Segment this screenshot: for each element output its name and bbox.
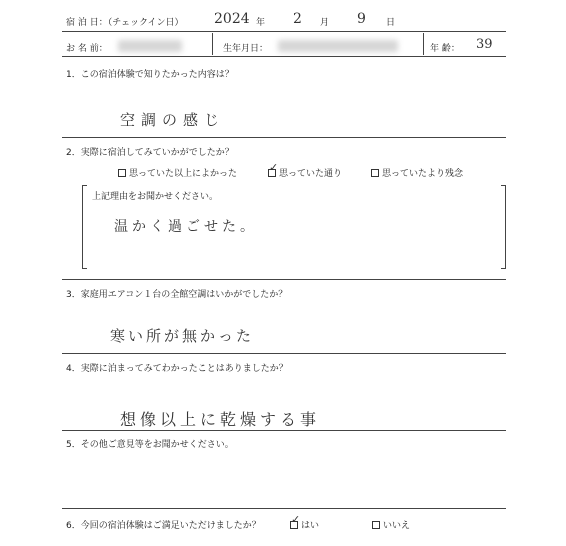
reason-bracket-right-top [501, 185, 506, 186]
reason-bracket-right-bottom [501, 268, 506, 269]
age-label: 年 齢： [430, 44, 460, 54]
q2-option-better [118, 166, 237, 179]
q2-option-as-expected [268, 166, 342, 179]
q6-option-no-label: いいえ [383, 521, 411, 531]
q2-checkbox-better[interactable] [118, 169, 126, 177]
checkin-year-value: 2024 [214, 11, 250, 27]
day-unit: 日 [386, 18, 396, 28]
answer-1-handwriting: 空調の感じ [120, 111, 226, 129]
reason-bracket-left [82, 185, 83, 269]
q2-checkmark: ✓ [269, 161, 279, 174]
q6-option-no [372, 518, 410, 531]
reason-bracket-left-top [82, 185, 87, 186]
section-divider-4 [62, 430, 506, 431]
question-6: 6．今回の宿泊体験はご満足いただけましたか？ [66, 521, 261, 531]
section-divider-3 [62, 353, 506, 354]
q2-option-disappointing-label: 思っていたより残念 [382, 169, 464, 179]
name-redaction [118, 40, 182, 52]
section-divider-1 [62, 137, 506, 138]
q2-checkbox-disappointing[interactable] [371, 169, 379, 177]
q2-option-as-expected-label: 思っていた通り [279, 169, 343, 179]
q6-option-yes-label: はい [301, 521, 320, 531]
header-divider-1 [62, 31, 506, 32]
header-cell-divider-2 [423, 33, 424, 55]
birthdate-label: 生年月日： [223, 44, 269, 54]
header-divider-2 [62, 56, 506, 57]
question-5: 5．その他ご意見等をお聞かせください。 [66, 440, 234, 450]
question-3: 3．家庭用エアコン１台の全館空調はいかがでしたか？ [66, 290, 288, 300]
q6-checkmark: ✓ [291, 513, 301, 526]
q6-checkbox-no[interactable] [372, 521, 380, 529]
question-4: 4．実際に泊まってみてわかったことはありましたか？ [66, 364, 288, 374]
month-unit: 月 [320, 18, 330, 28]
reason-bracket-right [505, 185, 506, 269]
question-1: 1．この宿泊体験で知りたかった内容は？ [66, 70, 234, 80]
birthdate-redaction [278, 40, 398, 52]
section-divider-2 [62, 279, 506, 280]
header-cell-divider-1 [212, 33, 213, 55]
answer-4-handwriting: 想像以上に乾燥する事 [120, 410, 321, 429]
reason-bracket-left-bottom [82, 268, 87, 269]
year-unit: 年 [256, 18, 266, 28]
checkin-month-value: 2 [293, 11, 302, 27]
answer-3-handwriting: 寒い所が無かった [110, 327, 255, 345]
question-2: 2．実際に宿泊してみていかがでしたか？ [66, 148, 234, 158]
reason-label: 上記理由をお聞かせください。 [92, 192, 219, 202]
answer-2-handwriting: 温かく過ごせた。 [114, 219, 258, 235]
q2-option-better-label: 思っていた以上によかった [129, 169, 238, 179]
q2-option-disappointing [371, 166, 463, 179]
name-label: お 名 前： [66, 44, 108, 54]
checkin-day-value: 9 [357, 11, 366, 27]
checkin-date-label: 宿 泊 日：（チェックイン日） [66, 18, 184, 28]
age-value: 39 [476, 37, 493, 52]
section-divider-5 [62, 508, 506, 509]
